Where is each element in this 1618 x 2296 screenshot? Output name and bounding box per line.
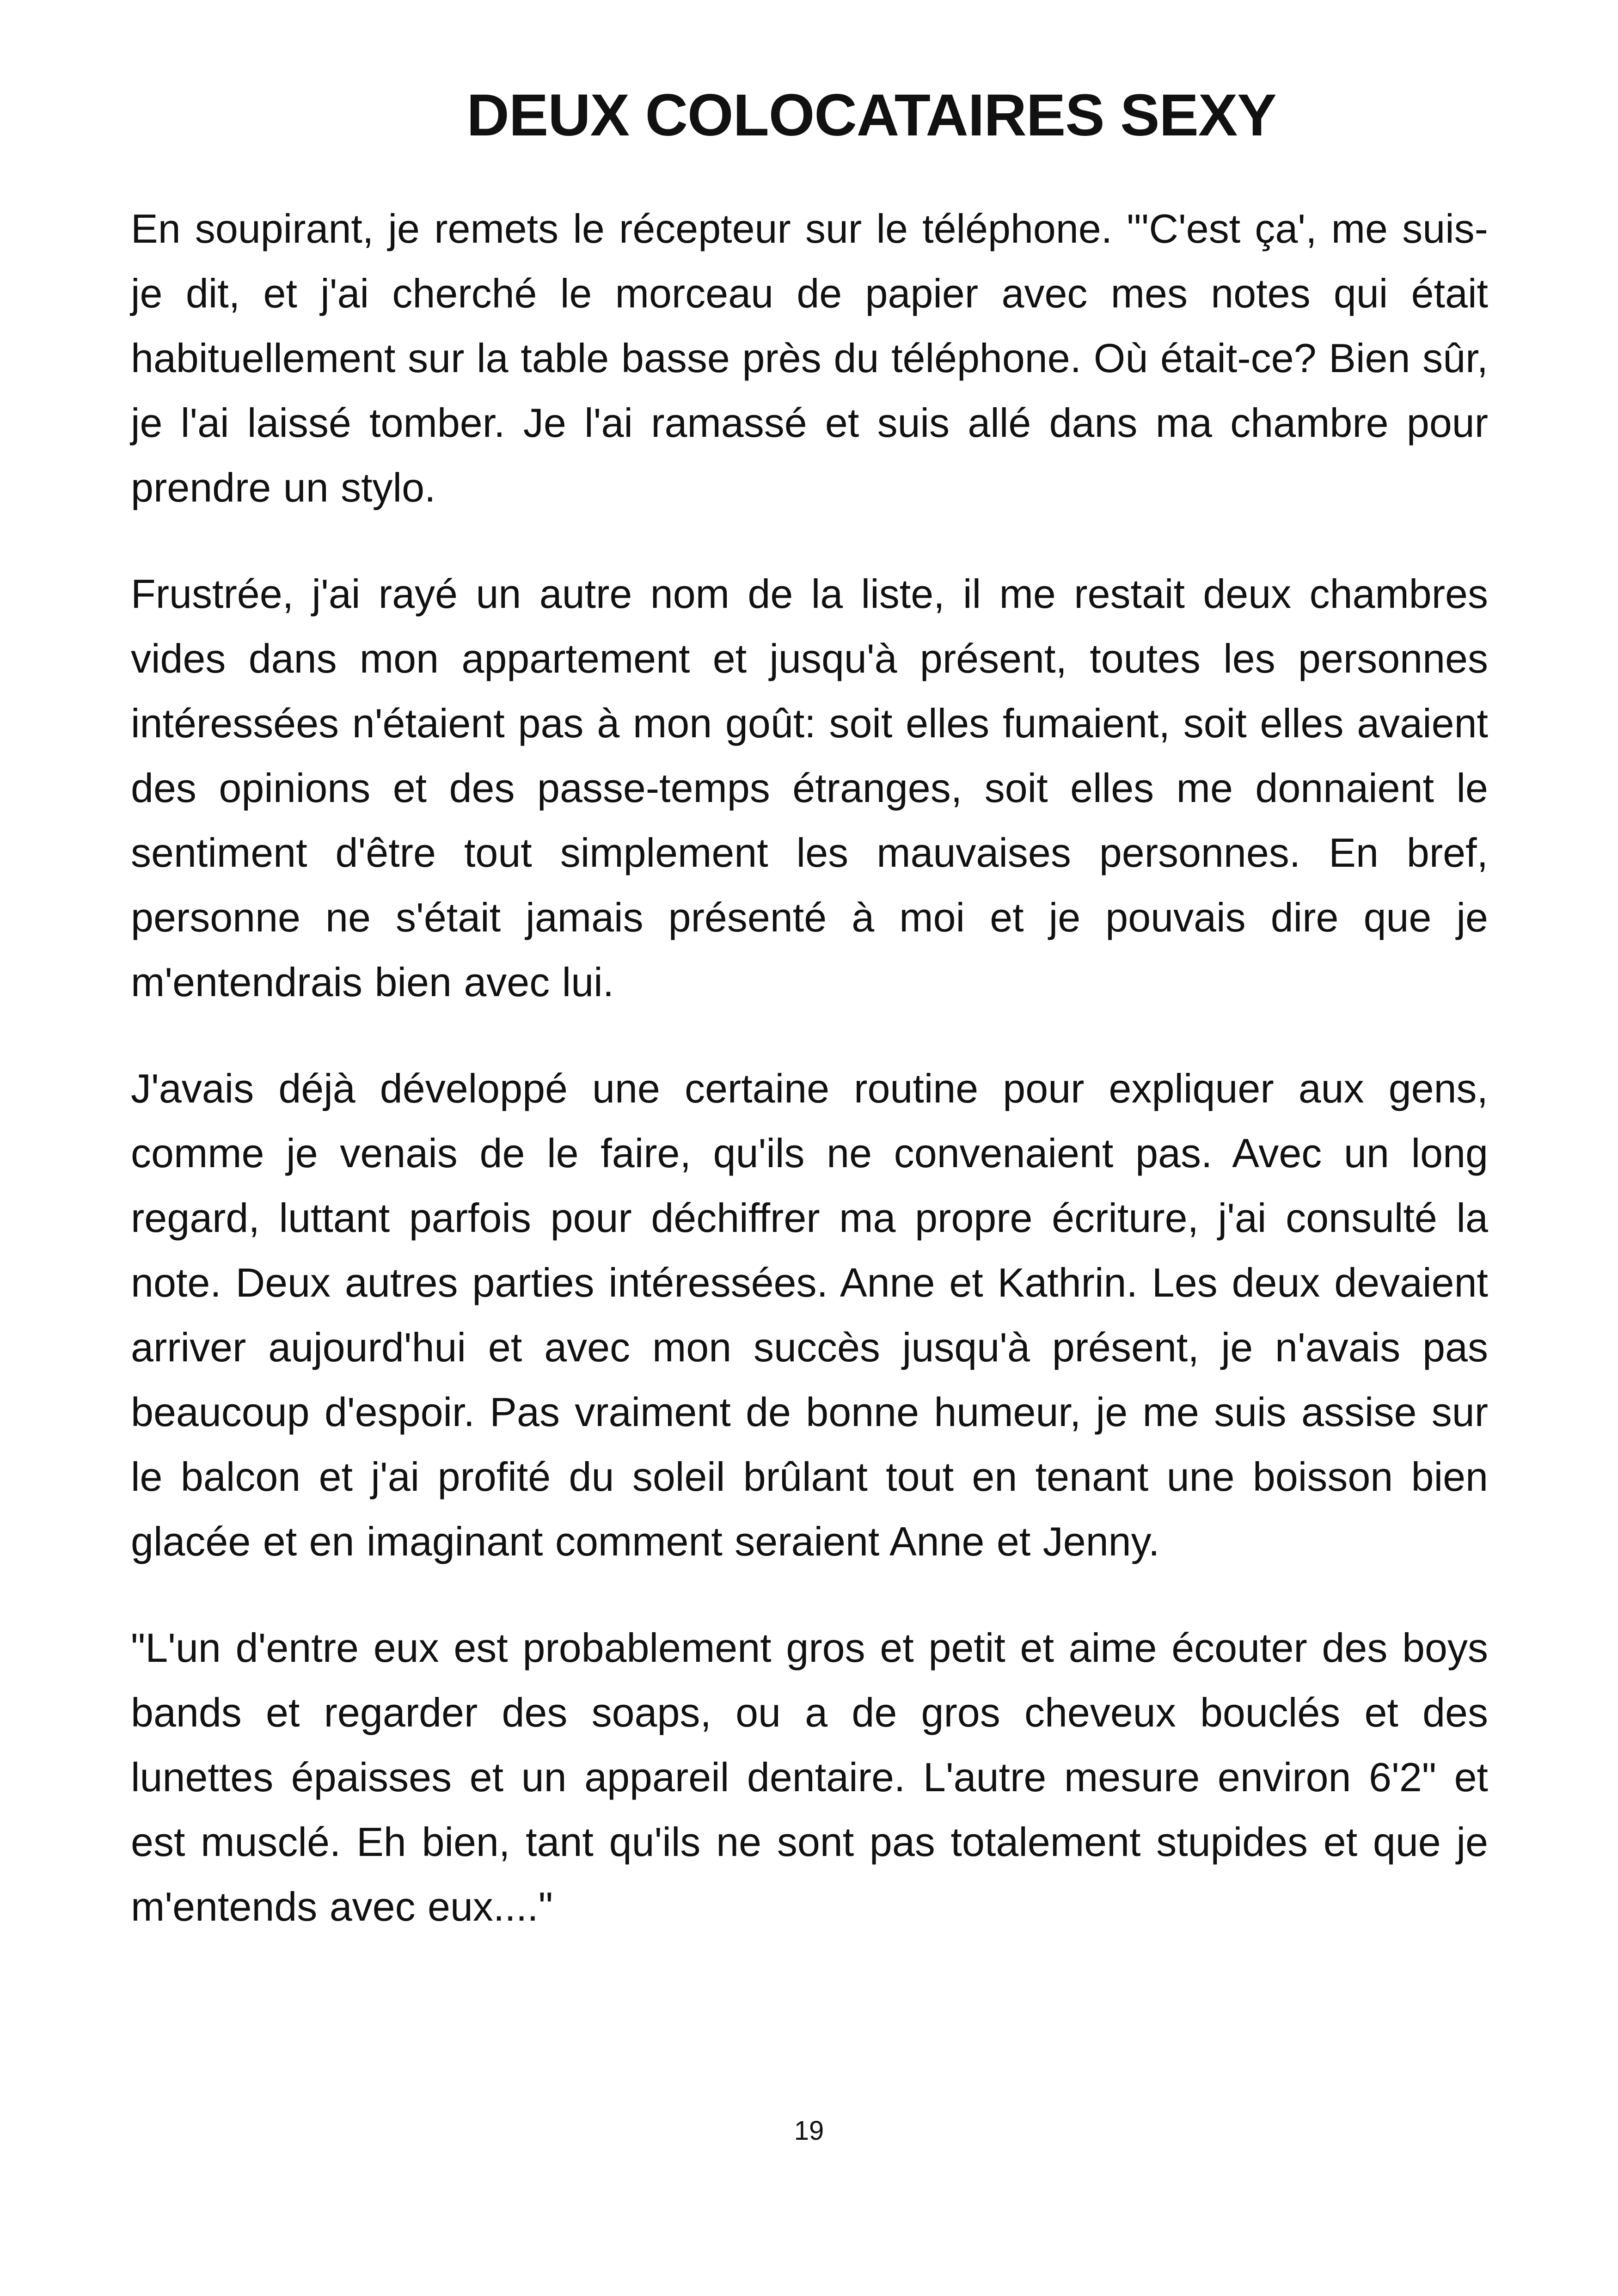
page-number: 19 [794, 2116, 824, 2146]
chapter-title: DEUX COLOCATAIRES SEXY [466, 82, 1276, 148]
paragraph-4: "L'un d'entre eux est probablement gros et petit et aime écouter des boys bands et regarder des soaps, ou a de gros cheveux bouclés et des lunettes épaisses et un appareil dentaire. L'autre mesure environ 6'2" et est musclé. Eh bien, tant qu'ils ne sont pas totalement stupides et que je m'entends avec eux...." [131, 1625, 1488, 1929]
paragraph-2: Frustrée, j'ai rayé un autre nom de la liste, il me restait deux chambres vides dans mon appartement et jusqu'à présent, toutes les personnes intéressées n'étaient pas à mon goût: soit elles fumaient, soit elles avaient des opinions et des passe-temps étranges, soit elles me donnaient le sentiment d'être tout simplement les mauvaises personnes. En bref, personne ne s'était jamais présenté à moi et je pouvais dire que je m'entendrais bien avec lui. [131, 571, 1488, 1005]
paragraph-3: J'avais déjà développé une certaine routine pour expliquer aux gens, comme je venais de le faire, qu'ils ne convenaient pas. Avec un long regard, luttant parfois pour déchiffrer ma propre écriture, j'ai consulté la note. Deux autres parties intéressées. Anne et Kathrin. Les deux devaient arriver aujourd'hui et avec mon succès jusqu'à présent, je n'avais pas beaucoup d'espoir. Pas vraiment de bonne humeur, je me suis assise sur le balcon et j'ai profité du soleil brûlant tout en tenant une boisson bien glacée et en imaginant comment seraient Anne et Jenny. [131, 1065, 1488, 1564]
paragraph-1: En soupirant, je remets le récepteur sur le téléphone. "'C'est ça', me suis-je dit, et j'ai cherché le morceau de papier avec mes notes qui était habituellement sur la table basse près du téléphone. Où était-ce? Bien sûr, je l'ai laissé tomber. Je l'ai ramassé et suis allé dans ma chambre pour prendre un stylo. [131, 206, 1488, 510]
body-text [131, 196, 1488, 1981]
